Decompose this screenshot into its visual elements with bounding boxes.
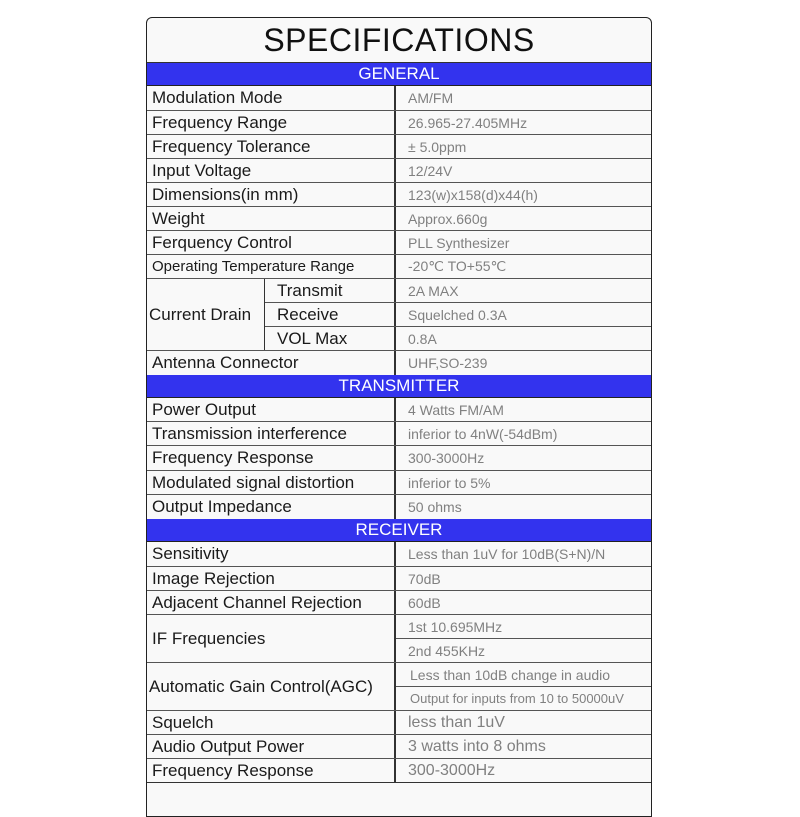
spec-value: Output for inputs from 10 to 50000uV (410, 691, 624, 706)
spec-value: 3 watts into 8 ohms (408, 737, 546, 755)
spec-value: 2A MAX (408, 282, 459, 299)
table-row (147, 495, 651, 519)
table-row (147, 422, 651, 446)
if-frequencies-group (147, 615, 651, 663)
spec-label: Weight (147, 207, 396, 230)
spec-value: ± 5.0ppm (408, 138, 467, 155)
spec-value: less than 1uV (408, 713, 505, 731)
table-row (147, 207, 651, 231)
spec-label: Frequency Tolerance (147, 135, 396, 158)
spec-label: Audio Output Power (147, 735, 396, 758)
spec-value: 300-3000Hz (408, 450, 485, 466)
spec-value: Less than 1uV for 10dB(S+N)/N (408, 546, 606, 562)
spec-label: Input Voltage (147, 159, 396, 182)
table-row (396, 615, 651, 639)
spec-label: Current Drain (147, 279, 265, 350)
spec-sublabel: Transmit (265, 279, 396, 302)
spec-label: IF Frequencies (147, 615, 396, 662)
table-row (396, 663, 651, 687)
spec-value: inferior to 4nW(-54dBm) (408, 425, 558, 442)
table-row (147, 111, 651, 135)
spec-value: 12/24V (408, 162, 453, 179)
spec-value: 70dB (408, 570, 441, 587)
spec-value: 4 Watts FM/AM (408, 401, 504, 418)
spec-value: Approx.660g (408, 210, 488, 227)
table-row (396, 687, 651, 710)
spec-label: Adjacent Channel Rejection (147, 591, 396, 614)
table-row (265, 303, 651, 327)
spec-value: 0.8A (408, 330, 437, 347)
table-row (147, 255, 651, 279)
spec-label: Antenna Connector (147, 351, 396, 375)
table-row (147, 759, 651, 783)
spec-label: Modulated signal distortion (147, 471, 396, 494)
spec-value: 123(w)x158(d)x44(h) (408, 186, 538, 203)
table-row (147, 183, 651, 207)
spec-value: Less than 10dB change in audio (410, 666, 611, 683)
spec-label: Power Output (147, 398, 396, 421)
current-drain-group (147, 279, 651, 351)
table-row (265, 327, 651, 350)
spec-value: PLL Synthesizer (408, 234, 510, 251)
spec-label: Frequency Range (147, 111, 396, 134)
spec-value: 300-3000Hz (408, 761, 496, 779)
page-title: SPECIFICATIONS (147, 18, 651, 63)
table-row (265, 279, 651, 303)
spec-value: 60dB (408, 594, 441, 611)
table-row (147, 446, 651, 471)
spec-value: Squelched 0.3A (408, 306, 507, 323)
table-row (147, 542, 651, 567)
spec-label: Sensitivity (147, 542, 396, 566)
spec-label: Automatic Gain Control(AGC) (147, 663, 396, 710)
section-header-receiver: RECEIVER (147, 519, 651, 542)
table-row (147, 159, 651, 183)
spec-sheet (146, 17, 652, 817)
spec-label: Ferquency Control (147, 231, 396, 254)
table-row (147, 471, 651, 495)
section-header-general: GENERAL (147, 63, 651, 86)
spec-label: Image Rejection (147, 567, 396, 590)
spec-label: Dimensions(in mm) (147, 183, 396, 206)
spec-sublabel: Receive (265, 303, 396, 326)
spec-label: Frequency Response (147, 446, 396, 470)
table-row (147, 231, 651, 255)
table-row (147, 398, 651, 422)
table-row (147, 591, 651, 615)
spec-label: Modulation Mode (147, 86, 396, 110)
spec-label: Operating Temperature Range (147, 255, 396, 278)
spec-value: 2nd 455KHz (408, 642, 486, 659)
spec-label: Transmission interference (147, 422, 396, 445)
spec-label: Squelch (147, 711, 396, 734)
table-row (147, 711, 651, 735)
spec-value: inferior to 5% (408, 474, 491, 491)
spec-value: AM/FM (408, 90, 454, 106)
spec-value: 50 ohms (408, 499, 462, 515)
agc-group (147, 663, 651, 711)
spec-value: 26.965-27.405MHz (408, 114, 528, 131)
spec-value: -20℃ TO+55℃ (408, 258, 507, 274)
section-header-transmitter: TRANSMITTER (147, 375, 651, 398)
spec-value: 1st 10.695MHz (408, 618, 503, 635)
table-row (147, 86, 651, 111)
spec-label: Output Impedance (147, 495, 396, 519)
table-row (396, 639, 651, 662)
footnote-area (147, 783, 651, 803)
table-row (147, 135, 651, 159)
spec-label: Frequency Response (147, 759, 396, 782)
spec-value: UHF,SO-239 (408, 355, 488, 371)
table-row (147, 735, 651, 759)
table-row (147, 567, 651, 591)
table-row (147, 351, 651, 375)
spec-sublabel: VOL Max (265, 327, 396, 350)
